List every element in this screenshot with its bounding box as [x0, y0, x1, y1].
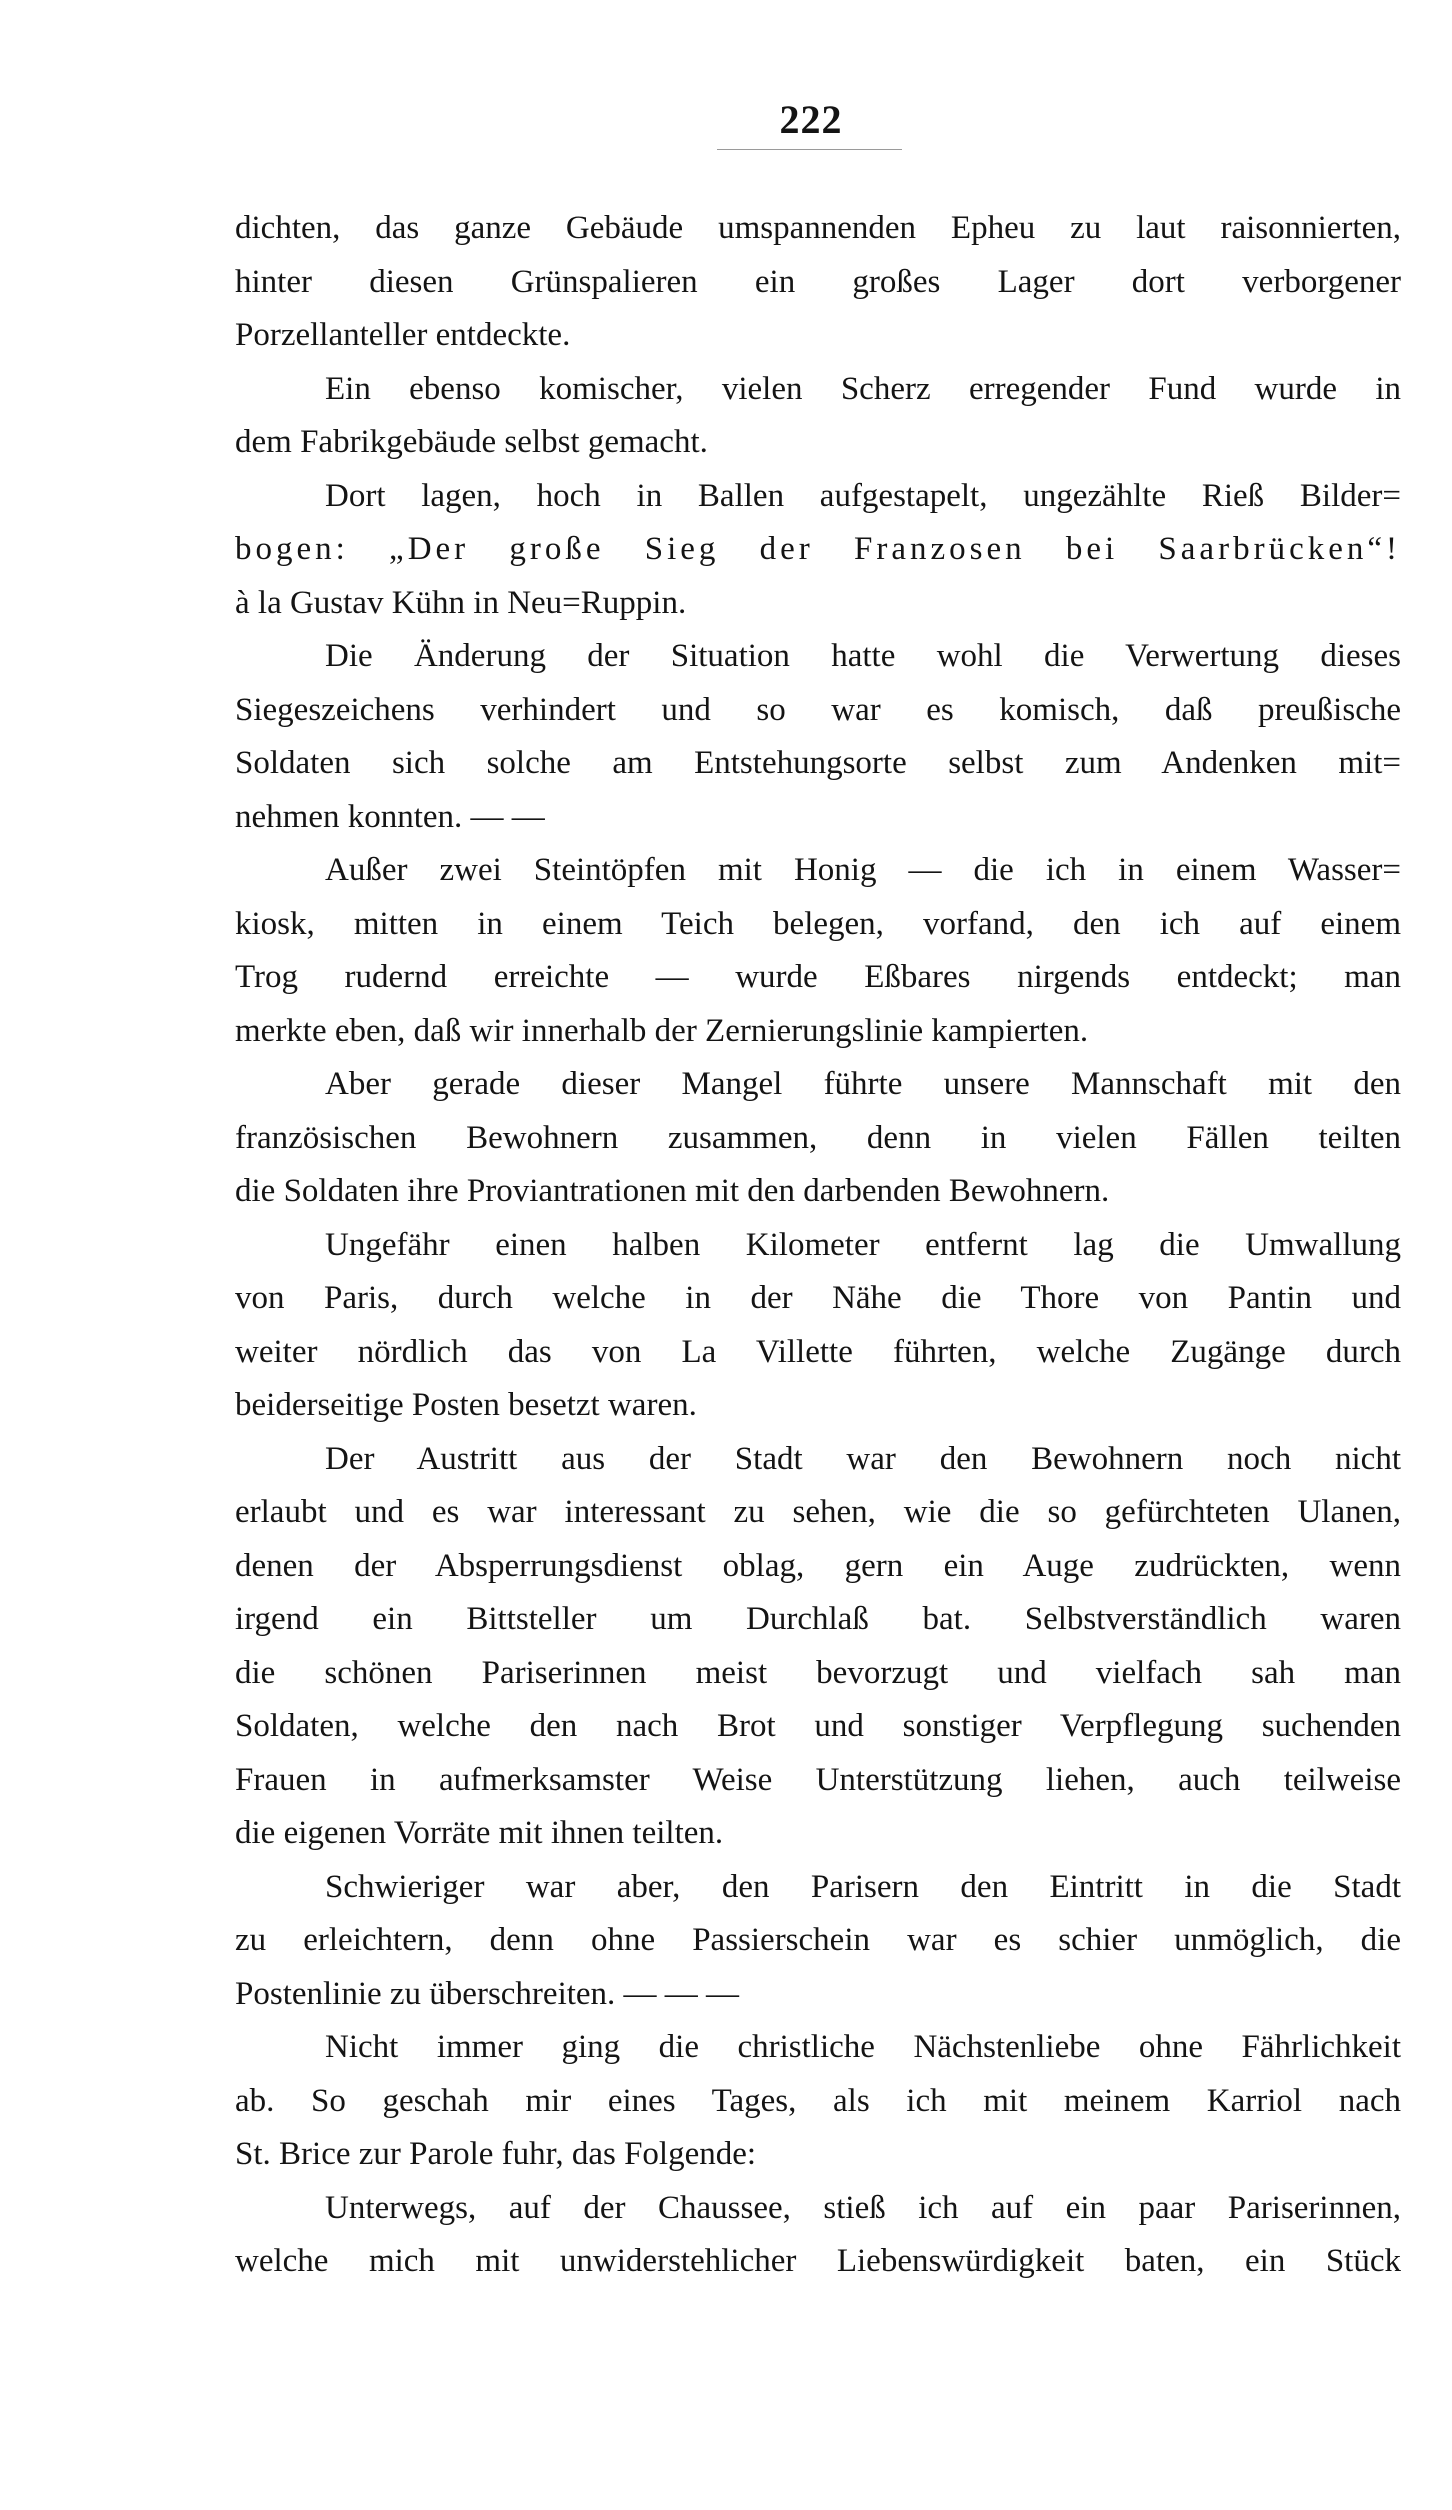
paragraph-first-line: Dort lagen, hoch in Ballen aufgestapelt, ungezählte Rieß Bilder=: [325, 477, 1401, 514]
page-number: 222: [779, 97, 843, 142]
text-line: beiderseitige Posten besetzt waren.: [235, 1387, 697, 1423]
text-line: zu erleichtern, denn ohne Passierschein war es schier unmöglich, die: [235, 1922, 1401, 1958]
text-line: dichten, das ganze Gebäude umspannenden Epheu zu laut raisonnierten,: [235, 210, 1401, 246]
text-line: Porzellanteller entdeckte.: [235, 317, 571, 353]
body-text: [235, 202, 1401, 2289]
text-line: Soldaten, welche den nach Brot und sonstiger Verpflegung suchenden: [235, 1708, 1401, 1744]
paragraph-first-line: Schwieriger war aber, den Parisern den Eintritt in die Stadt: [325, 1868, 1401, 1905]
header-rule: [717, 149, 902, 150]
paragraph-first-line: Unterwegs, auf der Chaussee, stieß ich auf ein paar Pariserinnen,: [325, 2189, 1401, 2226]
text-line: denen der Absperrungsdienst oblag, gern ein Auge zudrückten, wenn: [235, 1547, 1401, 1584]
paragraph-first-line: Ein ebenso komischer, vielen Scherz erregender Fund wurde in: [325, 370, 1401, 407]
paragraph-first-line: Ungefähr einen halben Kilometer entfernt lag die Umwallung: [325, 1226, 1401, 1263]
paragraph-first-line: Die Änderung der Situation hatte wohl die Verwertung dieses: [325, 638, 1401, 674]
text-line: nehmen konnten. — —: [235, 798, 545, 835]
paragraph-first-line: Außer zwei Steintöpfen mit Honig — die ich in einem Wasser=: [325, 852, 1401, 888]
text-line: kiosk, mitten in einem Teich belegen, vorfand, den ich auf einem: [235, 905, 1401, 942]
text-line: ab. So geschah mir eines Tages, als ich mit meinem Karriol nach: [235, 2082, 1401, 2119]
text-line: erlaubt und es war interessant zu sehen, wie die so gefürchteten Ulanen,: [235, 1494, 1401, 1530]
text-line: irgend ein Bittsteller um Durchlaß bat. Selbstverständlich waren: [235, 1601, 1401, 1637]
text-line: von Paris, durch welche in der Nähe die Thore von Pantin und: [235, 1280, 1401, 1316]
text-line: die schönen Pariserinnen meist bevorzugt und vielfach sah man: [235, 1654, 1401, 1691]
text-line: die eigenen Vorräte mit ihnen teilten.: [235, 1815, 724, 1851]
text-line: merkte eben, daß wir innerhalb der Zernierungslinie kampierten.: [235, 1012, 1089, 1049]
text-line: weiter nördlich das von La Villette führten, welche Zugänge durch: [235, 1333, 1401, 1370]
text-line: à la Gustav Kühn in Neu=Ruppin.: [235, 584, 687, 621]
text-line: die Soldaten ihre Proviantrationen mit den darbenden Bewohnern.: [235, 1173, 1110, 1209]
text-line: Siegeszeichens verhindert und so war es komisch, daß preußische: [235, 691, 1401, 728]
text-line: dem Fabrikgebäude selbst gemacht.: [235, 424, 708, 460]
text-line: Soldaten sich solche am Entstehungsorte selbst zum Andenken mit=: [235, 745, 1401, 781]
paragraph-first-line: Nicht immer ging die christliche Nächstenliebe ohne Fährlichkeit: [325, 2029, 1401, 2065]
paragraph-first-line: Aber gerade dieser Mangel führte unsere Mannschaft mit den: [325, 1066, 1401, 1102]
text-line: Trog rudernd erreichte — wurde Eßbares nirgends entdeckt; man: [235, 959, 1401, 995]
text-line: bogen: „Der große Sieg der Franzosen bei Saarbrücken“!: [235, 531, 1401, 567]
text-line: französischen Bewohnern zusammen, denn in vielen Fällen teilten: [235, 1119, 1401, 1156]
text-line: hinter diesen Grünspalieren ein großes Lager dort verborgener: [235, 263, 1401, 300]
text-line: Postenlinie zu überschreiten. — — —: [235, 1975, 740, 2012]
text-line: Frauen in aufmerksamster Weise Unterstützung liehen, auch teilweise: [235, 1761, 1401, 1798]
text-line: welche mich mit unwiderstehlicher Liebenswürdigkeit baten, ein Stück: [235, 2243, 1401, 2279]
text-line: St. Brice zur Parole fuhr, das Folgende:: [235, 2136, 757, 2172]
paragraph-first-line: Der Austritt aus der Stadt war den Bewohnern noch nicht: [325, 1440, 1401, 1477]
